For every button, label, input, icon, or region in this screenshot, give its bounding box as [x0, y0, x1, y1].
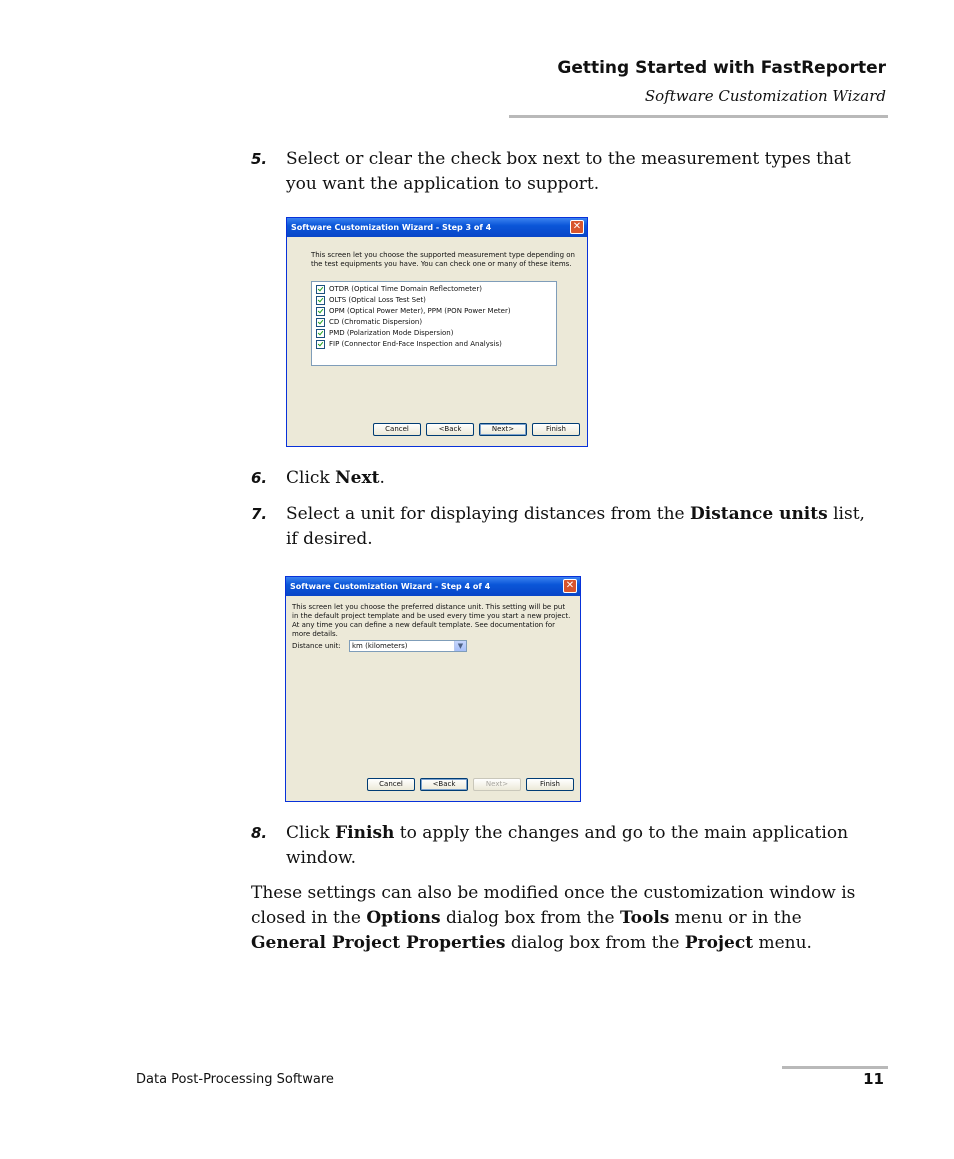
finish-button[interactable]: Finish: [532, 423, 580, 436]
running-header-title: Getting Started with FastReporter: [557, 58, 886, 78]
step-text: Click Next.: [286, 468, 385, 488]
dialog-intro: This screen let you choose the supported measurement type depending on the test equipments you have. You can check one or many of these items.: [311, 251, 575, 268]
checkbox-checked-icon[interactable]: [316, 296, 325, 305]
cancel-button[interactable]: Cancel: [373, 423, 421, 436]
cancel-button[interactable]: Cancel: [367, 778, 415, 791]
distance-unit-select[interactable]: km (kilometers) ▼: [349, 640, 467, 652]
dialog-titlebar: [287, 218, 587, 237]
chevron-down-icon[interactable]: ▼: [454, 641, 466, 651]
checkbox-checked-icon[interactable]: [316, 329, 325, 338]
next-button: Next>: [473, 778, 521, 791]
step-number: 7.: [251, 505, 268, 523]
step-text: Select a unit for displaying distances from the Distance units list, if desired.: [286, 504, 865, 549]
checkbox-checked-icon[interactable]: [316, 285, 325, 294]
closing-paragraph: These settings can also be modified once the customization window is closed in the Options dialog box from the Tools menu or in the General Project Properties dialog box from the Project menu.: [251, 883, 856, 953]
next-button[interactable]: Next>: [479, 423, 527, 436]
page-number: 11: [863, 1070, 884, 1088]
step-7: [251, 502, 876, 552]
dialog-title: Software Customization Wizard - Step 4 of 4: [290, 582, 491, 591]
list-item[interactable]: CD (Chromatic Dispersion): [312, 317, 556, 328]
dialog-titlebar: [286, 577, 580, 596]
wizard-dialog-step4: [285, 576, 581, 802]
step-number: 5.: [251, 150, 268, 168]
close-icon[interactable]: ✕: [563, 579, 577, 593]
list-item[interactable]: OPM (Optical Power Meter), PPM (PON Power Meter): [312, 306, 556, 317]
dialog-title: Software Customization Wizard - Step 3 of 4: [291, 223, 492, 232]
list-item[interactable]: PMD (Polarization Mode Dispersion): [312, 328, 556, 339]
footer-document-title: Data Post-Processing Software: [136, 1072, 334, 1087]
wizard-dialog-step3: [286, 217, 588, 447]
step-number: 8.: [251, 824, 268, 842]
measurement-type-list: [311, 281, 557, 366]
finish-button[interactable]: Finish: [526, 778, 574, 791]
step-5: [251, 147, 876, 197]
step-number: 6.: [251, 469, 268, 487]
list-item[interactable]: OTDR (Optical Time Domain Reflectometer): [312, 284, 556, 295]
list-item[interactable]: FIP (Connector End-Face Inspection and Analysis): [312, 339, 556, 350]
step-text: Select or clear the check box next to the measurement types that you want the application to support.: [286, 149, 851, 194]
close-icon[interactable]: ✕: [570, 220, 584, 234]
step-6: [251, 466, 876, 491]
checkbox-checked-icon[interactable]: [316, 307, 325, 316]
back-button[interactable]: <Back: [420, 778, 468, 791]
header-rule: [509, 115, 888, 118]
back-button[interactable]: <Back: [426, 423, 474, 436]
checkbox-checked-icon[interactable]: [316, 318, 325, 327]
distance-unit-label: Distance unit:: [292, 642, 341, 650]
dialog-intro: This screen let you choose the preferred distance unit. This setting will be put in the default project template and be used every time you start a new project. At any time you can define a new default template. See documentation for more details.: [292, 603, 571, 638]
list-item[interactable]: OLTS (Optical Loss Test Set): [312, 295, 556, 306]
checkbox-checked-icon[interactable]: [316, 340, 325, 349]
running-header-subtitle: Software Customization Wizard: [644, 87, 886, 105]
step-text: Click Finish to apply the changes and go to the main application window.: [286, 823, 849, 868]
step-8: [251, 821, 876, 871]
footer-rule: [782, 1066, 888, 1069]
